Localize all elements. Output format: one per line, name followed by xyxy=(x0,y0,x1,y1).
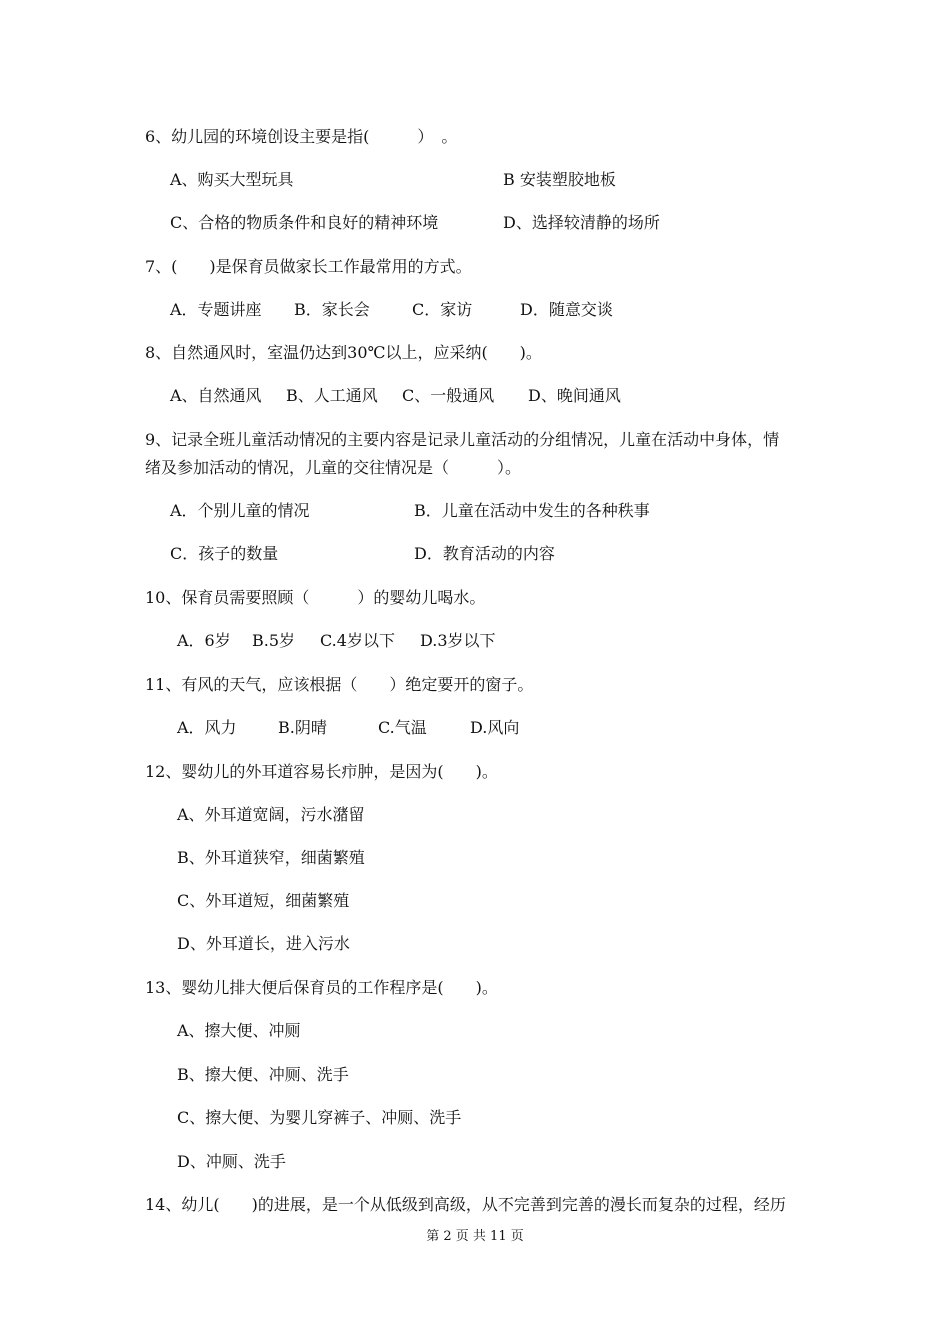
question-8-option-a: A、自然通风 xyxy=(170,386,262,405)
question-6-option-d: D、选择较清静的场所 xyxy=(503,213,660,232)
question-11-option-d: D.风向 xyxy=(470,718,520,737)
question-13-stem: 13、婴幼儿排大便后保育员的工作程序是( )。 xyxy=(145,978,498,997)
question-13-option-d: D、冲厕、洗手 xyxy=(177,1152,286,1171)
question-10-stem: 10、保育员需要照顾（ ）的婴幼儿喝水。 xyxy=(145,588,486,607)
question-7-option-b: B．家长会 xyxy=(294,300,370,319)
question-12-option-a: A、外耳道宽阔，污水潴留 xyxy=(177,805,365,824)
question-11-option-b: B.阴晴 xyxy=(278,718,327,737)
question-8-option-b: B、人工通风 xyxy=(286,386,378,405)
question-9-stem-line-1: 9、记录全班儿童活动情况的主要内容是记录儿童活动的分组情况，儿童在活动中身体，情 xyxy=(145,430,780,449)
question-6-option-a: A、购买大型玩具 xyxy=(170,170,294,189)
question-9-option-d: D．教育活动的内容 xyxy=(414,544,555,563)
question-12-stem: 12、婴幼儿的外耳道容易长疖肿，是因为( )。 xyxy=(145,762,498,781)
question-14-stem: 14、幼儿( )的进展，是一个从低级到高级，从不完善到完善的漫长而复杂的过程，经历 xyxy=(145,1195,786,1214)
question-11-option-c: C.气温 xyxy=(378,718,427,737)
question-11-option-a: A．风力 xyxy=(177,718,237,737)
question-9-option-b: B．儿童在活动中发生的各种秩事 xyxy=(414,501,650,520)
question-8-option-d: D、晚间通风 xyxy=(528,386,621,405)
page-number-footer: 第 2 页 共 11 页 xyxy=(426,1229,524,1244)
question-8-stem: 8、自然通风时，室温仍达到30℃以上，应采纳( )。 xyxy=(145,343,542,362)
question-12-option-c: C、外耳道短，细菌繁殖 xyxy=(177,891,350,910)
question-12-option-d: D、外耳道长，进入污水 xyxy=(177,934,350,953)
question-9-option-c: C．孩子的数量 xyxy=(170,544,279,563)
question-6-option-b: B 安装塑胶地板 xyxy=(503,170,616,189)
question-10-option-a: A．6岁 xyxy=(177,631,231,650)
question-13-option-b: B、擦大便、冲厕、洗手 xyxy=(177,1065,349,1084)
question-6-stem: 6、幼儿园的环境创设主要是指( ） 。 xyxy=(145,127,458,146)
question-7-option-c: C．家访 xyxy=(412,300,473,319)
question-7-option-d: D．随意交谈 xyxy=(520,300,613,319)
question-6-option-c: C、合格的物质条件和良好的精神环境 xyxy=(170,213,439,232)
question-13-option-c: C、擦大便、为婴儿穿裤子、冲厕、洗手 xyxy=(177,1108,462,1127)
question-12-option-b: B、外耳道狭窄，细菌繁殖 xyxy=(177,848,365,867)
question-11-stem: 11、有风的天气，应该根据（ ）绝定要开的窗子。 xyxy=(145,675,534,694)
question-8-option-c: C、一般通风 xyxy=(402,386,495,405)
question-9-stem-line-2: 绪及参加活动的情况，儿童的交往情况是（ ）。 xyxy=(145,458,522,477)
question-7-option-a: A．专题讲座 xyxy=(170,300,262,319)
question-10-option-b: B.5岁 xyxy=(252,631,296,650)
question-9-option-a: A．个别儿童的情况 xyxy=(170,501,310,520)
question-7-stem: 7、( )是保育员做家长工作最常用的方式。 xyxy=(145,257,472,276)
question-10-option-d: D.3岁以下 xyxy=(420,631,496,650)
question-13-option-a: A、擦大便、冲厕 xyxy=(177,1021,301,1040)
question-10-option-c: C.4岁以下 xyxy=(320,631,395,650)
